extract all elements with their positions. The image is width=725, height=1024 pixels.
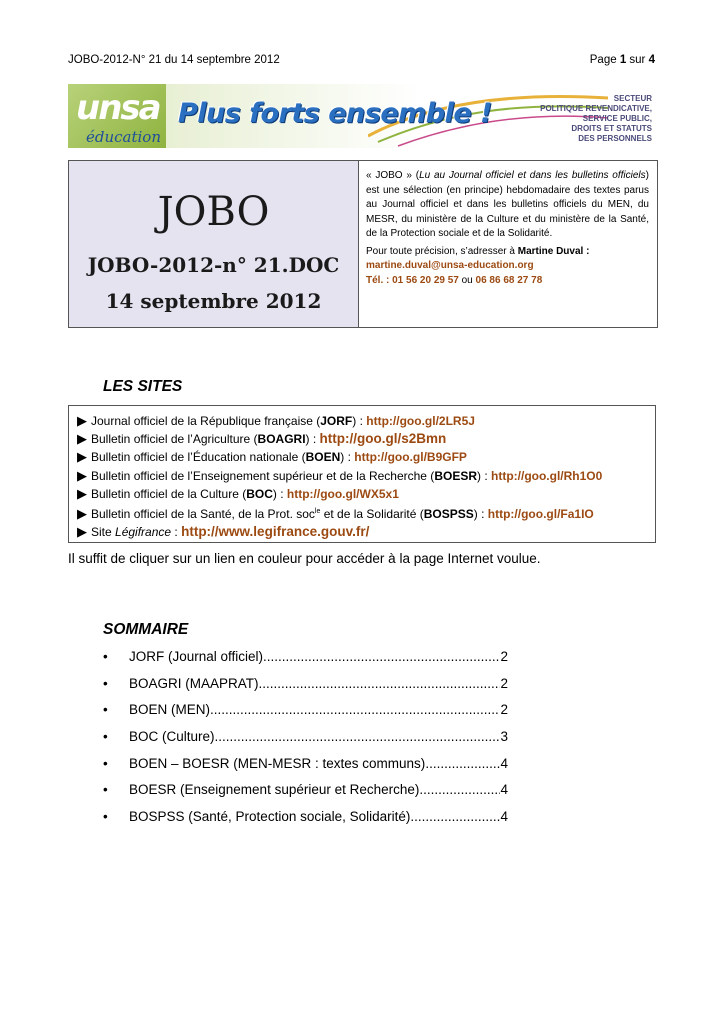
toc-label: BOESR (Enseignement supérieur et Recherche) [129, 782, 420, 798]
site-sep: ) : [477, 468, 491, 483]
toc-leader [259, 675, 501, 693]
triangle-bullet-icon: ▶ [77, 467, 87, 483]
doc-number: JOBO-2012-n° 21.DOC [87, 253, 340, 277]
site-abbr: BOC [246, 486, 273, 501]
doc-date: 14 septembre 2012 [105, 289, 322, 313]
toc-leader [410, 808, 500, 826]
triangle-bullet-icon: ▶ [77, 431, 87, 447]
bullet-icon: • [103, 729, 108, 745]
site-text: Journal officiel de la République française ( [91, 414, 321, 428]
site-row-boen [77, 448, 602, 466]
secteur-line: DROITS ET STATUTS [571, 124, 652, 133]
site-link-bospss[interactable]: http://goo.gl/Fa1IO [487, 507, 594, 522]
page-counter [590, 54, 655, 66]
toc-page: 3 [500, 729, 508, 745]
site-abbr: BOSPSS [423, 507, 474, 522]
site-row-boagri [77, 430, 602, 448]
unsa-banner [68, 84, 656, 148]
site-abbr: BOESR [434, 468, 477, 483]
site-row-jorf [77, 412, 602, 430]
toc-page: 2 [500, 702, 508, 718]
email-address[interactable]: martine.duval@unsa-education.org [366, 260, 534, 271]
toc-leader [419, 781, 500, 799]
site-abbr: JORF [320, 414, 353, 428]
bullet-icon: • [103, 702, 108, 718]
secteur-line: POLITIQUE REVENDICATIVE, [540, 104, 652, 113]
toc-page: 4 [500, 809, 508, 825]
doc-title: JOBO [157, 189, 270, 235]
site-text: Bulletin officiel de l’Éducation nationale ( [91, 450, 306, 465]
toc-page: 2 [500, 649, 508, 664]
site-text: Bulletin officiel de l’Enseignement supérieur et de la Recherche ( [91, 468, 435, 483]
site-italic: Légifrance [115, 525, 172, 540]
contact-line [366, 245, 649, 260]
toc-label: BOEN – BOESR (MEN-MESR : textes communs) [129, 755, 426, 771]
triangle-bullet-icon: ▶ [77, 524, 87, 540]
sites-heading: LES SITES [103, 378, 183, 395]
toc-label: JORF (Journal officiel) [129, 649, 264, 664]
intro-panel [366, 169, 649, 288]
toc-item[interactable] [103, 755, 508, 782]
site-row-boesr [77, 467, 602, 485]
site-link-jorf[interactable]: http://goo.gl/2LR5J [366, 414, 475, 428]
secteur-line: SECTEUR [613, 94, 652, 103]
site-link-boagri[interactable]: http://goo.gl/s2Bmn [319, 431, 447, 447]
links-note: Il suffit de cliquer sur un lien en couleur pour accéder à la page Internet voulue. [68, 551, 541, 566]
site-abbr: BOAGRI [257, 432, 306, 447]
site-row-boc [77, 485, 602, 503]
site-row-legifrance [77, 523, 602, 541]
toc-item[interactable] [103, 728, 508, 755]
page-header-title: JOBO-2012-N° 21 du 14 septembre 2012 [68, 54, 280, 66]
site-text: Bulletin officiel de l’Agriculture ( [91, 432, 258, 447]
site-text: Bulletin officiel de la Culture ( [91, 486, 247, 501]
page-separator: sur [626, 54, 649, 66]
site-link-boc[interactable]: http://goo.gl/WX5x1 [286, 486, 399, 501]
intro-italic: Lu au Journal officiel et dans les bulletins officiels [419, 170, 646, 181]
toc-leader [210, 701, 500, 719]
logo-subtext: éducation [86, 128, 161, 146]
secteur-line: SERVICE PUBLIC, [582, 114, 652, 123]
bullet-icon: • [103, 675, 108, 691]
site-link-boen[interactable]: http://goo.gl/B9GFP [354, 450, 467, 465]
logo-text: unsa [76, 88, 160, 128]
bullet-icon: • [103, 649, 108, 664]
site-text-2: et de la Solidarité ( [320, 507, 424, 522]
intro-text [366, 169, 649, 242]
toc-leader [215, 728, 501, 746]
toc-leader [263, 648, 500, 666]
intro-open: « JOBO » ( [366, 170, 420, 181]
page-number: 1 [619, 54, 627, 66]
site-superscript: le [314, 508, 321, 516]
site-sep: ) : [305, 432, 320, 447]
phone-or: ou [458, 274, 476, 286]
site-text: Bulletin officiel de la Santé, de la Prot. soc [91, 507, 315, 522]
site-sep: ) : [473, 507, 488, 522]
secteur-label [512, 94, 652, 144]
triangle-bullet-icon: ▶ [77, 485, 87, 501]
phone-2: 06 86 68 27 78 [475, 274, 543, 286]
toc-label: BOEN (MEN) [129, 702, 210, 718]
page-total: 4 [648, 54, 655, 66]
title-panel [69, 161, 359, 327]
site-abbr: BOEN [305, 450, 341, 465]
site-sep: ) : [340, 450, 355, 465]
phone-line [366, 274, 649, 289]
sites-box [68, 405, 656, 543]
secteur-line: DES PERSONNELS [578, 134, 652, 143]
triangle-bullet-icon: ▶ [77, 449, 87, 465]
phone-1: Tél. : 01 56 20 29 57 [366, 274, 459, 286]
site-link-boesr[interactable]: http://goo.gl/Rh1O0 [491, 468, 603, 483]
toc-page: 4 [500, 782, 508, 798]
banner-slogan: Plus forts ensemble ! [178, 98, 492, 129]
site-sep: ) : [272, 486, 287, 501]
page-prefix: Page [589, 54, 620, 66]
toc-page: 4 [500, 755, 508, 771]
contact-prefix: Pour toute précision, s’adresser à [366, 245, 518, 257]
site-text: Site [91, 525, 116, 540]
bullet-icon: • [103, 755, 108, 771]
sites-list [77, 412, 602, 541]
triangle-bullet-icon: ▶ [77, 413, 87, 428]
toc-label: BOSPSS (Santé, Protection sociale, Solidarité) [129, 809, 411, 825]
toc-item[interactable] [103, 701, 508, 728]
site-sep: ) : [352, 414, 367, 428]
triangle-bullet-icon: ▶ [77, 506, 87, 522]
site-row-bospss [77, 503, 602, 523]
unsa-logo [68, 84, 166, 148]
toc-label: BOAGRI (MAAPRAT) [129, 675, 259, 691]
bullet-icon: • [103, 782, 108, 798]
sommaire-heading: SOMMAIRE [103, 621, 189, 638]
site-link-legifrance[interactable]: http://www.legifrance.gouv.fr/ [181, 524, 370, 540]
title-box [68, 160, 658, 328]
toc-label: BOC (Culture) [129, 729, 215, 745]
toc-item[interactable] [103, 808, 508, 835]
toc-leader [425, 755, 500, 773]
toc-item[interactable] [103, 648, 508, 675]
site-sep: : [171, 525, 182, 540]
toc-item[interactable] [103, 781, 508, 808]
toc-page: 2 [500, 675, 508, 691]
bullet-icon: • [103, 809, 108, 825]
email-link[interactable] [366, 259, 649, 274]
table-of-contents [103, 648, 508, 835]
toc-item[interactable] [103, 675, 508, 702]
contact-name: Martine Duval : [517, 245, 590, 257]
intro-rest: ) est une sélection (en principe) hebdomadaire des textes parus au Journal officiel et dans les bulletins officiels du MEN, du MESR, du ministère de la Culture et du ministère de la Santé, de la Protection sociale et de la Solidarité. [366, 170, 649, 239]
